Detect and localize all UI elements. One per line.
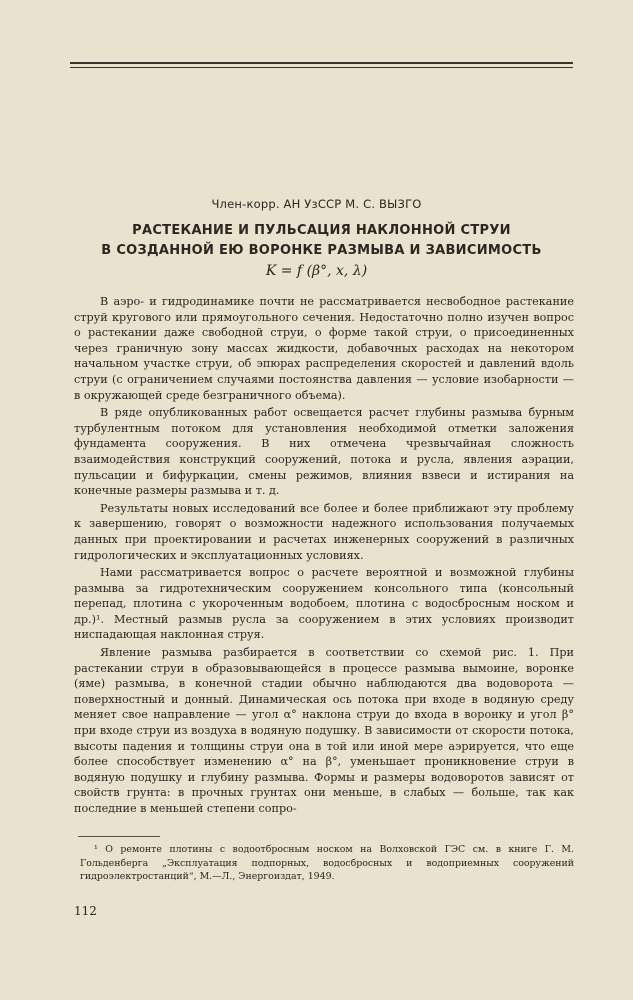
paragraph-2: В ряде опубликованных работ освещается расчет глубины размыва бурным турбулентным потоком для установления необходимой отметки заложения фундамента сооружения. В них отмечена чрезвычайная сложность взаимодействия конструкций сооружений, потока и русла, явления аэрации, пульсации и бифуркации, смены режимов, влияния взвеси и истирания на конечные размеры размыва и т. д. xyxy=(74,406,574,498)
footnote-rule xyxy=(78,836,160,837)
title-line-2: В СОЗДАННОЙ ЕЮ ВОРОНКЕ РАЗМЫВА И ЗАВИСИМОСТЬ xyxy=(101,243,542,258)
article-body xyxy=(74,294,574,819)
paragraph-1: В аэро- и гидродинамике почти не рассматривается несвободное растекание струй кругового или прямоугольного сечения. Недостаточно полно изучен вопрос о растекании даже свободной струи, о форме такой струи, о присоединенных через граничную зону массах жидкости, добавочных расходах на некотором начальном участке струи, об эпюрах распределения скоростей и давлений вдоль струи (с ограничением случаями постоянства давления — условие изобарности — в окружающей среде безграничного объема). xyxy=(74,295,574,402)
paragraph-3: Результаты новых исследований все более и более приближают эту проблему к завершению, говорят о возможности надежного использования получаемых данных при проектировании и расчетах инженерных сооружений в различных гидрологических и эксплуатационных условиях. xyxy=(74,501,574,562)
paragraph-5: Явление размыва разбирается в соответствии со схемой рис. 1. При растекании струи в образовывающейся в процессе размыва вымоине, воронке (яме) размыва, в конечной стадии обычно наблюдаются два водоворота — поверхностный и донный. Динамическая ось потока при входе в водяную среду меняет свое направление — угол α° наклона струи до входа в воронку и угол β° при входе струи из воздуха в водяную подушку. В зависимости от скорости потока, высоты падения и толщины струи она в той или иной мере аэрируется, что еще более способствует изменению α° на β°, уменьшает проникновение струи в водяную подушку и глубину размыва. Формы и размеры водоворотов зависят от свойств грунта: в прочных грунтах они меньше, в слабых — больше, так как последние в меньшей степени сопро- xyxy=(74,646,574,815)
page-number: 112 xyxy=(74,904,97,918)
title-formula: K = f (β°, x, λ) xyxy=(265,263,368,279)
article-title xyxy=(70,221,573,261)
title-line-1: РАСТЕКАНИЕ И ПУЛЬСАЦИЯ НАКЛОННОЙ СТРУИ xyxy=(132,223,511,238)
header-rule-thick xyxy=(70,62,573,64)
footnote: ¹ О ремонте плотины с водоотбросным носком на Волховской ГЭС см. в книге Г. М. Гольденберга „Эксплуатация подпорных, водосбросных и водоприемных сооружений гидроэлектростанций“, М.—Л., Энергоиздат, 1949. xyxy=(80,844,574,882)
header-rule-thin xyxy=(70,67,573,68)
author-line: Член-корр. АН УзССР М. С. ВЫЗГО xyxy=(211,197,422,211)
paragraph-4: Нами рассматривается вопрос о расчете вероятной и возможной глубины размыва за гидротехническим сооружением консольного типа (консольный перепад, плотина с укороченным водобоем, плотина с водосбросным носком и др.)¹. Местный размыв русла за сооружением в этих условиях производит ниспадающая наклонная струя. xyxy=(74,566,574,642)
